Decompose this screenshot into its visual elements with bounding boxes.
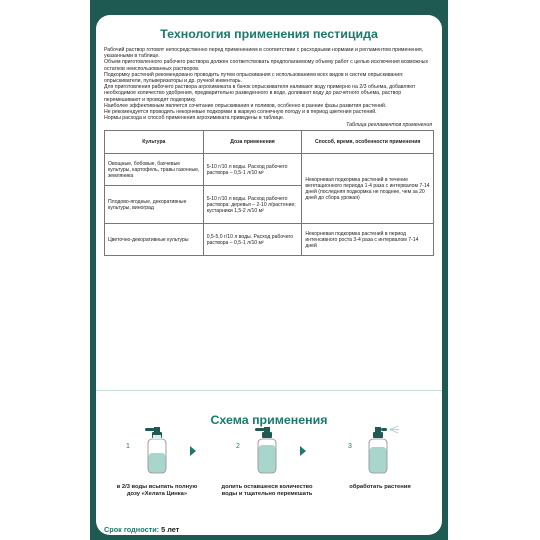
- paragraph: Нормы расхода и способ применения агрохимиката приведены в таблице.: [104, 115, 285, 122]
- step-number: 1: [126, 443, 130, 450]
- table-cell-method: Некорневая подкормка растений в течение вегетационного периода 1-4 раза с интервалом 7-14 дней (последняя подкормка не позднее, чем за 20 дней до сбора урожая): [302, 154, 434, 224]
- table-cell-dose: 0,5-5,0 г/10 л воды. Расход рабочего раствора – 0,5-1 л/10 м²: [203, 224, 302, 256]
- shelf-life-value: 5 лет: [161, 525, 180, 534]
- paragraph: Объем приготовленного рабочего раствора должен соответствовать предполагаемому объему работ с целью исключения возможных остатков неиспользованных растворов.: [104, 59, 429, 72]
- sprayer-bottle-icon: [251, 425, 283, 475]
- schema-title: Схема применения: [210, 413, 328, 427]
- sprayer-spraying-icon: [362, 425, 402, 475]
- step-number: 3: [348, 443, 352, 450]
- regulations-table: [104, 130, 434, 256]
- table-cell-method: Некорневая подкормка растений в период интенсивного роста 3-4 раза с интервалом 7-14 дней: [302, 224, 434, 256]
- document-card: [96, 15, 442, 535]
- table-row: [105, 154, 434, 186]
- section-divider: [96, 390, 442, 391]
- arrow-right-icon: [300, 446, 306, 456]
- table-cell-dose: 5-10 г/10 л воды. Расход рабочего раствора – 0,5-1 л/10 м²: [203, 154, 302, 186]
- instructions-text: [104, 47, 434, 121]
- table-row: [105, 224, 434, 256]
- arrow-right-icon: [190, 446, 196, 456]
- paragraph: Наиболее эффективным является сочетание опрыскивания и поливов, особенно в ранние фазы развития растений.: [104, 102, 387, 109]
- paragraph: Рабочий раствор готовят непосредственно перед применением в соответствии с расходными нормами и регламентом применения, указанными в таблице.: [104, 47, 424, 60]
- table-cell-dose: 5-10 г/10 л воды. Расход рабочего раствора: деревья – 2-10 л/растение; кустарники 1,5-2 л/10 м²: [203, 186, 302, 224]
- step-text: долить оставшееся количество воды и тщательно перемешать: [221, 484, 313, 497]
- paragraph: Для приготовления рабочего раствора агрохимиката в бачок опрыскивателя наливают воду примерно на 2/3 объема, добавляют необходимое количество удобрения, предварительно разведенного в воде, доливают воду до расчетного объема, раствор перемешивают и проводят подкормку.: [104, 84, 416, 103]
- table-header-row: [105, 131, 434, 154]
- column-header: Способ, время, особенности применения: [302, 131, 434, 154]
- paragraph: Не рекомендуется проводить некорневые подкормки в жаркую солнечную погоду и в период цветения растений.: [104, 109, 377, 116]
- page-title: Технология применения пестицида: [160, 27, 378, 41]
- shelf-life-label: Срок годности:: [104, 525, 160, 534]
- step-number: 2: [236, 443, 240, 450]
- column-header: Доза применения: [203, 131, 302, 154]
- paragraph: Подкормку растений рекомендовано проводить путем опрыскивания с использованием всех видов и систем опрыскивания: опрыскиватели, пульверизаторы и др. ручной инвентарь.: [104, 71, 404, 85]
- step-text: в 2/3 воды всыпать полную дозу «Хелата Цинка»: [116, 484, 198, 497]
- table-cell-crop: Плодово-ягодные, декоративные культуры, виноград: [105, 186, 204, 224]
- table-caption: Таблица регламентов применения: [346, 122, 432, 129]
- table-cell-crop: Цветочно-декоративные культуры: [105, 224, 204, 256]
- step-text: обработать растения: [349, 484, 411, 490]
- sprayer-bottle-icon: [141, 425, 173, 475]
- shelf-life: [104, 525, 179, 534]
- table-cell-crop: Овощные, бобовые, бахчевые культуры, картофель, травы газонные, земляника: [105, 154, 204, 186]
- column-header: Культура: [105, 131, 204, 154]
